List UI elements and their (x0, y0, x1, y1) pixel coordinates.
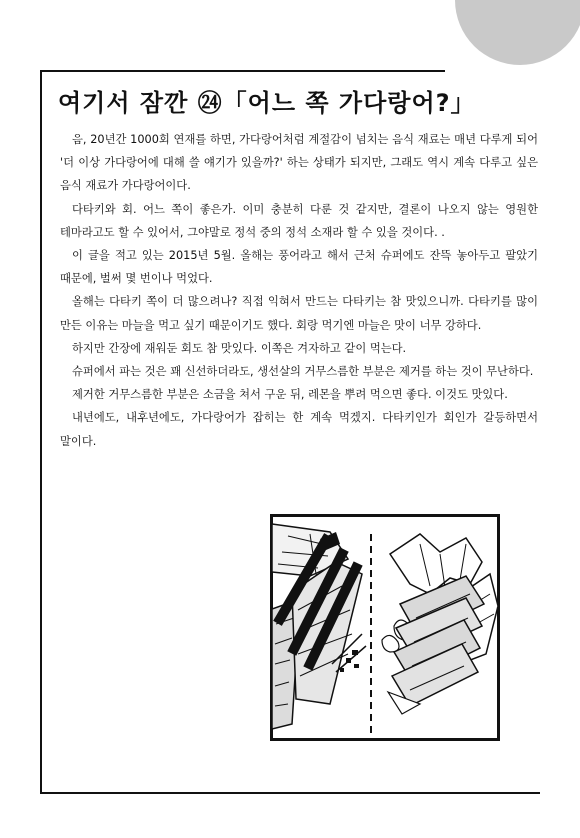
column-body (60, 128, 538, 453)
paragraph-3: 이 글을 적고 있는 2015년 5월. 올해는 풍어라고 해서 근처 슈퍼에도 잔뜩 놓아두고 팔았기 때문에, 벌써 몇 번이나 먹었다. (60, 249, 538, 286)
paragraph-2: 다타키와 회. 어느 쪽이 좋은가. 이미 충분히 다룬 것 같지만, 결론이 나오지 않는 영원한 테마라고도 할 수 있어서, 그야말로 정석 중의 정석 소재라 할 수 있을 것이다. . (60, 202, 538, 239)
paragraph-5: 하지만 간장에 재워둔 회도 참 맛있다. 이쪽은 겨자하고 같이 먹는다. (72, 341, 407, 355)
paragraph-6: 슈퍼에서 파는 것은 꽤 신선하더라도, 생선살의 거무스름한 부분은 제거를 하는 것이 무난하다. (72, 365, 534, 379)
column-title: 여기서 잠깐 ㉔「어느 쪽 가다랑어?」 (58, 89, 476, 117)
paragraph-4: 올해는 다타키 쪽이 더 많으려나? 직접 익혀서 만드는 다타키는 참 맛있으니까. 다타키를 많이 만든 이유는 마늘을 먹고 싶기 때문이기도 했다. 회랑 먹기엔 마늘은 맛이 너무 강하다. (60, 295, 538, 332)
paragraph-1: 음, 20년간 1000회 연재를 하면, 가다랑어처럼 계절감이 넘치는 음식 재료는 매년 다루게 되어 '더 이상 가다랑어에 대해 쓸 얘기가 있을까?' 하는 상태가 되지만, 그래도 역시 계속 다루고 싶은 음식 재료가 가다랑어이다. (60, 133, 538, 193)
paragraph-8: 내년에도, 내후년에도, 가다랑어가 잡히는 한 계속 먹겠지. 다타키인가 회인가 갈등하면서 말이다. (60, 411, 538, 448)
corner-decoration-circle (455, 0, 580, 65)
bonito-tataki-vs-sashimi-illustration (270, 514, 500, 741)
frame-bottom-rule (40, 792, 540, 794)
frame-left-rule (40, 70, 42, 794)
frame-top-rule (40, 70, 445, 72)
paragraph-7: 제거한 거무스름한 부분은 소금을 쳐서 구운 뒤, 레몬을 뿌려 먹으면 좋다. 이것도 맛있다. (72, 388, 508, 402)
